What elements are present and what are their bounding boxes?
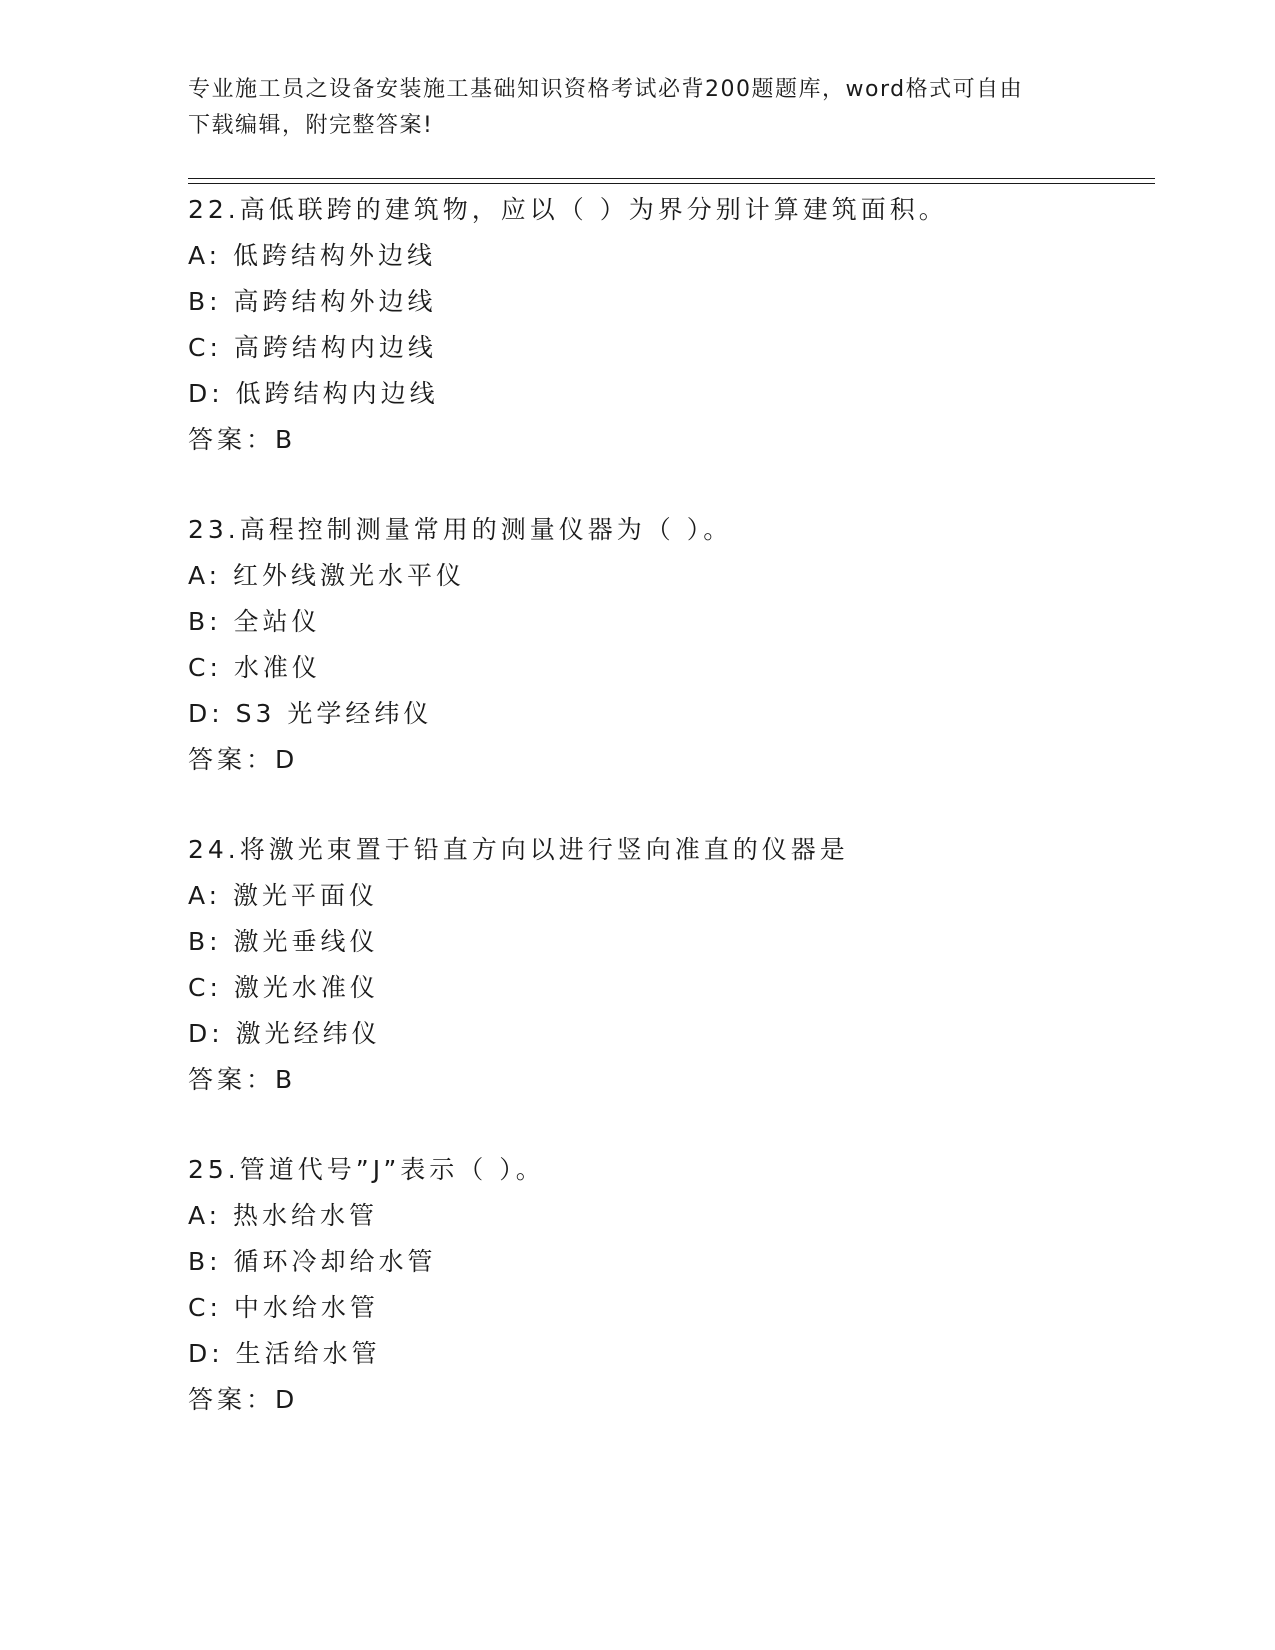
option-b: B: 循环冷却给水管 bbox=[188, 1247, 437, 1276]
option-c: C: 激光水准仪 bbox=[188, 973, 379, 1002]
option-d: D: 生活给水管 bbox=[188, 1339, 381, 1368]
answer-line bbox=[188, 1377, 1148, 1423]
answer-value: B bbox=[275, 425, 294, 454]
header-line-1: 专业施工员之设备安装施工基础知识资格考试必背200题题库，word格式可自由 bbox=[188, 77, 1024, 102]
option-b: B: 激光垂线仪 bbox=[188, 927, 379, 956]
option-d: D: S3 光学经纬仪 bbox=[188, 699, 433, 728]
question-stem: 22.高低联跨的建筑物，应以（ ）为界分别计算建筑面积。 bbox=[188, 195, 948, 224]
option-c: C: 高跨结构内边线 bbox=[188, 333, 437, 362]
answer-line bbox=[188, 1057, 1148, 1103]
answer-label: 答案： bbox=[188, 745, 276, 774]
answer-label: 答案： bbox=[188, 1385, 276, 1414]
option-d: D: 低跨结构内边线 bbox=[188, 379, 439, 408]
document-header bbox=[188, 72, 1068, 144]
answer-line bbox=[188, 417, 1148, 463]
option-a: A: 激光平面仪 bbox=[188, 881, 379, 910]
option-c: C: 中水给水管 bbox=[188, 1293, 379, 1322]
answer-value: B bbox=[275, 1065, 294, 1094]
question-stem: 23.高程控制测量常用的测量仪器为（ ）。 bbox=[188, 515, 733, 544]
question-22 bbox=[188, 187, 1148, 463]
answer-label: 答案： bbox=[188, 425, 276, 454]
option-a: A: 红外线激光水平仪 bbox=[188, 561, 466, 590]
question-24 bbox=[188, 827, 1148, 1103]
option-c: C: 水准仪 bbox=[188, 653, 321, 682]
option-d: D: 激光经纬仪 bbox=[188, 1019, 381, 1048]
header-line-2: 下载编辑，附完整答案! bbox=[188, 113, 434, 138]
option-b: B: 高跨结构外边线 bbox=[188, 287, 437, 316]
header-divider-bottom bbox=[188, 183, 1155, 184]
question-stem: 24.将激光束置于铅直方向以进行竖向准直的仪器是 bbox=[188, 835, 849, 864]
question-25 bbox=[188, 1147, 1148, 1423]
answer-label: 答案： bbox=[188, 1065, 276, 1094]
answer-value: D bbox=[275, 745, 296, 774]
answer-line bbox=[188, 737, 1148, 783]
option-b: B: 全站仪 bbox=[188, 607, 321, 636]
header-divider-top bbox=[188, 178, 1155, 179]
question-23 bbox=[188, 507, 1148, 783]
option-a: A: 热水给水管 bbox=[188, 1201, 379, 1230]
answer-value: D bbox=[275, 1385, 296, 1414]
question-list bbox=[188, 187, 1148, 1467]
option-a: A: 低跨结构外边线 bbox=[188, 241, 437, 270]
question-stem: 25.管道代号”J”表示（ ）。 bbox=[188, 1155, 545, 1184]
